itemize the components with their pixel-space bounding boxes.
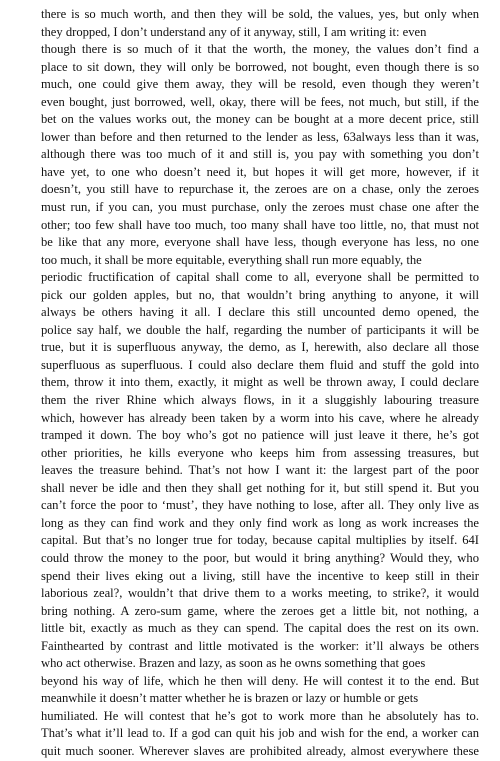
text-line: bet on the values works out, the money can be bought at a more decent price, still	[41, 112, 479, 127]
text-line: always be others having it all. I declare this still uncounted demo opened, the	[41, 305, 479, 320]
text-line: capital. But that’s no longer true for today, because capital multiplies by itself. 64I	[41, 533, 479, 548]
text-line: laborious zeal?, wouldn’t that drive them to a works meeting, to strike?, it would	[41, 586, 479, 601]
text-line: which, however has already been taken by a worm into his cave, where he already	[41, 410, 479, 425]
text-line: That’s what it’ll lead to. If a god can quit his job and wish for the end, a worker can	[41, 726, 479, 741]
text-line: long as they can find work and they only find work as long as work increases the	[41, 515, 479, 530]
text-line: beyond his way of life, which he then will deny. He will contest it to the end. But	[41, 673, 479, 688]
text-line: police say half, we double the half, regarding the number of participants it will be	[41, 322, 479, 337]
text-line: doesn’t, you still have to repurchase it, the zeroes are on a chase, only the zeroes	[41, 182, 479, 197]
text-line: lower than before and then returned to the lender as less, 63always less than it was,	[41, 129, 479, 144]
text-line: too much, it shall be more equitable, everything shall run more equably, the	[41, 252, 422, 267]
text-line: though there is so much of it that the worth, the money, the values don’t find a	[41, 42, 479, 57]
text-line: place to sit down, they will only be borrowed, not bought, even though there is so	[41, 59, 479, 74]
text-line: be like that any more, everyone shall have less, though everyone has less, no one	[41, 235, 479, 250]
text-line: periodic fructification of capital shall come to all, everyone shall be permitted to	[41, 270, 479, 285]
text-line: humiliated. He will contest that he’s got to work more than he absolutely has to.	[41, 708, 479, 723]
text-line: bring nothing. A zero-sum game, where the zeroes get a little bit, not nothing, a	[41, 603, 479, 618]
text-line: there is so much worth, and then they will be sold, the values, yes, but only when	[41, 7, 479, 21]
text-line: them the river Rhine which always flows, in it a sluggishly labouring treasure	[41, 393, 479, 408]
text-line: although there was too much of it and still is, you pay with something you don’t	[41, 147, 479, 162]
text-line: who act otherwise. Brazen and lazy, as soon as he owns something that goes	[41, 656, 426, 671]
text-line: meanwhile it doesn’t matter whether he is brazen or lazy or humble or gets	[41, 691, 419, 706]
text-line: shall never be idle and then they shall get nothing for it, but still spend it. But you	[41, 480, 479, 495]
text-line: must run, if you can, you must purchase, only the zeroes must chase one after the	[41, 200, 479, 215]
text-line: pick our golden apples, but no, that wouldn’t bring anything to anyone, it will	[41, 287, 479, 302]
text-line: even bought, just borrowed, well, okay, there will be fees, not much, but still, if the	[41, 94, 479, 109]
text-line: other priorities, he kills everyone who keeps him from assessing treasures, but	[41, 445, 479, 460]
text-line: could throw the money to the poor, but would it bring anything? Would they, who	[41, 550, 479, 565]
text-line: them, throw it into them, exactly, it might as well be thrown away, I could declare	[41, 375, 479, 390]
text-line: little bit, exactly as much as they can spend. The capital does the rest on its own.	[41, 621, 479, 636]
text-line: quit much sooner. Wherever slaves are prohibited already, almost everywhere these	[41, 743, 479, 758]
text-line: true, but it is superfluous anyway, the demo, as I, herewith, also declare all those	[41, 340, 479, 355]
text-line: other; too few shall have too much, too many shall have too little, no, that must not	[41, 217, 479, 232]
text-line: much, one could give them away, they will be resold, even though they weren’t	[41, 77, 479, 92]
text-line: leaves the treasure behind. That’s not how I want it: the largest part of the poor	[41, 463, 479, 478]
text-line: superfluous as superfluous. I could also declare them fluid and stuff the gold into	[41, 357, 479, 372]
text-line: spend their lives eking out a living, still have the incentive to keep still in their	[41, 568, 479, 583]
text-line: tramped it down. The boy who’s got no patience will just leave it there, he’s got	[41, 428, 479, 443]
text-line: have yet, to one who doesn’t need it, but hopes it will get more, however, if it	[41, 164, 479, 179]
text-line: they dropped, I don’t understand any of it anyway, still, I am writing it: even	[41, 24, 427, 39]
text-line: can’t force the poor to ‘must’, they have nothing to lose, after all. They only live as	[41, 498, 479, 513]
text-line: Fainthearted by contrast and little motivated is the worker: it’ll always be others	[41, 638, 479, 653]
body-text	[41, 6, 479, 761]
